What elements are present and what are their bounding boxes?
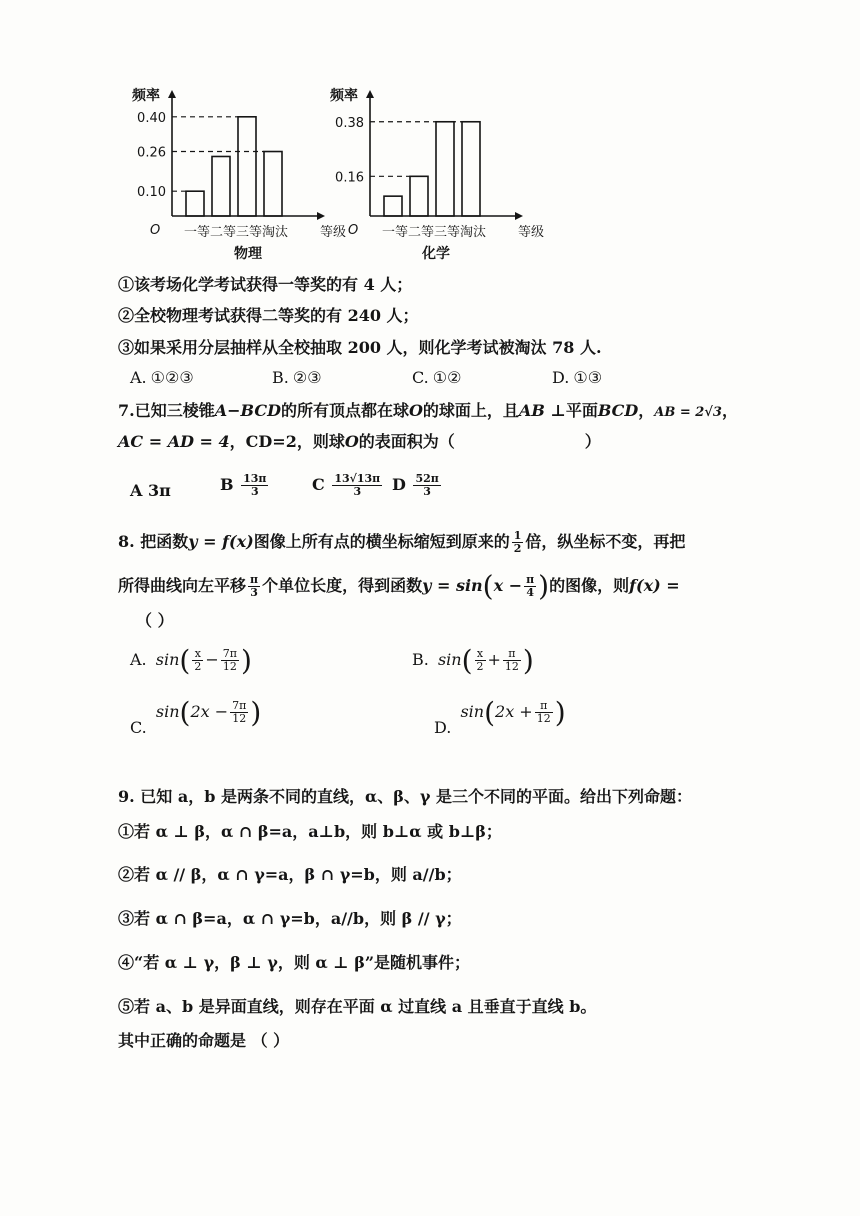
bar-2 <box>212 156 230 216</box>
y-axis-label: 频率 <box>132 88 160 104</box>
left-paren: ( <box>461 644 473 677</box>
q9-statement-1: ①若 α ⊥ β，α ∩ β=a，a⊥b，则 b⊥α 或 b⊥β； <box>118 822 502 841</box>
q8-math: + <box>487 650 501 669</box>
q8-math: f(x) = <box>629 576 680 595</box>
q7-text: 的所有顶点都在球 <box>280 401 409 420</box>
q7-text: ， <box>721 401 738 420</box>
q8-fraction <box>524 574 536 599</box>
fraction-denominator: 2 <box>513 542 522 555</box>
q7-line-1 <box>118 400 738 424</box>
bar-3 <box>238 117 256 216</box>
q7-option-c-fraction <box>332 473 382 498</box>
x-tick-label: 淘汰 <box>459 225 487 240</box>
q8-fraction <box>535 700 553 725</box>
q7-text: 的球面上，且 <box>422 401 519 420</box>
bar-1 <box>186 191 204 216</box>
bar-3 <box>436 122 454 216</box>
q7-text: ， <box>638 401 655 420</box>
y-tick-label: 0.16 <box>335 170 364 186</box>
q8-line-1 <box>118 530 685 555</box>
right-paren: ) <box>250 696 262 729</box>
fraction-denominator: 3 <box>353 485 362 498</box>
q6-statement-2: ②全校物理考试获得二等奖的有 240 人； <box>118 306 419 325</box>
q8-fraction <box>503 648 521 673</box>
q8-math: sin <box>460 702 485 721</box>
x-tick-label: 一等 <box>381 225 409 240</box>
q7-line-2 <box>118 431 601 453</box>
right-paren: ) <box>554 696 566 729</box>
q6-option-c-label: C. <box>412 368 429 387</box>
bar-1 <box>384 196 402 216</box>
q8-option-a-label: A. <box>130 650 147 669</box>
x-tick-label: 二等 <box>407 225 435 240</box>
q8-fraction <box>475 648 486 673</box>
q7-math: AB = 2√3 <box>654 405 722 420</box>
fraction-denominator: 12 <box>222 660 237 673</box>
q8-line-2 <box>118 569 680 603</box>
q8-option-d[interactable] <box>434 696 566 737</box>
fraction-numerator: π <box>526 573 535 586</box>
q8-option-d-label: D. <box>434 718 452 737</box>
q6-option-c-text: ①② <box>432 368 462 387</box>
fraction-numerator: π <box>503 648 521 661</box>
q7-option-d[interactable] <box>392 473 443 498</box>
q7-option-d-label: D <box>392 475 406 494</box>
fraction-denominator: 12 <box>536 712 551 725</box>
q7-option-b-label: B <box>220 475 234 494</box>
y-axis-label: 频率 <box>330 88 358 104</box>
q8-text: 图像上所有点的横坐标缩短到原来的 <box>253 532 510 551</box>
fraction-denominator: 12 <box>504 660 519 673</box>
x-tick-label: 一等 <box>183 225 211 240</box>
q8-math: 2x + <box>495 702 533 721</box>
q6-statement-1: ①该考场化学考试获得一等奖的有 4 人； <box>118 275 413 294</box>
q8-text: 的图像，则 <box>549 576 630 595</box>
q7-text: 的表面积为（ <box>358 432 455 451</box>
chemistry-frequency-chart <box>318 82 558 262</box>
q8-math: sin <box>155 702 180 721</box>
bar-2 <box>410 176 428 216</box>
x-axis-arrow-icon <box>515 212 523 220</box>
q6-option-b[interactable] <box>272 368 322 387</box>
q7-math: AB ⊥ <box>518 401 566 420</box>
q8-math: y = f(x) <box>188 532 254 551</box>
q6-option-a[interactable] <box>130 368 194 387</box>
fraction-denominator: 2 <box>194 660 202 673</box>
q7-option-c[interactable] <box>312 473 384 498</box>
q8-text: 倍，纵坐标不变，再把 <box>525 532 686 551</box>
fraction-denominator: 2 <box>476 660 484 673</box>
q6-option-c[interactable] <box>412 368 461 387</box>
q6-option-a-label: A. <box>130 368 147 387</box>
q9-statement-5: ⑤若 a、b 是异面直线，则存在平面 α 过直线 a 且垂直于直线 b。 <box>118 997 597 1016</box>
y-axis-arrow-icon <box>366 90 374 98</box>
left-paren: ( <box>484 696 496 729</box>
q8-math: sin <box>437 650 462 669</box>
fraction-numerator: x <box>475 648 486 661</box>
q7-option-a[interactable]: A 3π <box>130 481 171 500</box>
y-tick-label: 0.10 <box>137 185 166 201</box>
y-tick-label: 0.38 <box>335 115 364 131</box>
left-paren: ( <box>179 644 191 677</box>
x-axis-label: 等级 <box>517 225 545 240</box>
fraction-denominator: 3 <box>250 586 258 599</box>
fraction-numerator: 13π <box>243 472 267 485</box>
q7-option-d-fraction <box>413 473 440 498</box>
right-paren: ) <box>522 644 534 677</box>
q8-math: 2x − <box>190 702 229 721</box>
q7-math: A−BCD <box>214 401 281 420</box>
fraction-denominator: 3 <box>423 485 431 498</box>
q8-text: 所得曲线向左平移 <box>118 576 247 595</box>
bar-4 <box>264 152 282 216</box>
x-axis-label: 等级 <box>319 225 347 240</box>
chart-title: 化学 <box>422 246 450 262</box>
q8-fraction <box>192 648 203 673</box>
fraction-numerator: 13√13π <box>334 472 381 485</box>
q8-fraction <box>248 574 260 599</box>
x-tick-label: 三等 <box>433 225 461 240</box>
q8-option-b-label: B. <box>412 650 429 669</box>
fraction-numerator: 1 <box>513 529 522 542</box>
fraction-numerator: π <box>250 573 259 586</box>
q6-option-b-label: B. <box>272 368 289 387</box>
q7-math: O <box>344 432 359 451</box>
q7-math: O <box>408 401 423 420</box>
q8-fraction <box>221 648 239 673</box>
bar-4 <box>462 122 480 216</box>
origin-label: O <box>150 223 161 238</box>
q6-option-b-text: ②③ <box>292 368 322 387</box>
q7-math: AC = AD = 4 <box>118 432 230 451</box>
q7-math: BCD <box>597 401 639 420</box>
y-tick-label: 0.40 <box>137 110 166 126</box>
q8-fraction <box>230 700 248 725</box>
fraction-denominator: 4 <box>526 586 534 599</box>
q8-math: y = sin <box>422 576 483 595</box>
q9-statement-2: ②若 α // β，α ∩ γ=a，β ∩ γ=b，则 a//b； <box>118 865 462 884</box>
q8-option-c[interactable] <box>130 696 262 737</box>
q9-statement-4: ④“若 α ⊥ γ，β ⊥ γ，则 α ⊥ β”是随机事件； <box>118 953 471 972</box>
fraction-denominator: 3 <box>250 485 259 498</box>
chart-title: 物理 <box>234 246 262 262</box>
q8-math: sin <box>155 650 180 669</box>
q7-text: ） <box>584 432 601 451</box>
q6-option-d[interactable] <box>552 368 602 387</box>
left-paren: ( <box>179 696 191 729</box>
q8-option-a[interactable] <box>130 644 252 677</box>
q7-text: 平面 <box>565 401 598 420</box>
q7-text: ，CD=2，则球 <box>229 432 345 451</box>
y-tick-label: 0.26 <box>137 145 166 161</box>
q7-option-b[interactable] <box>220 473 270 498</box>
q7-option-b-fraction <box>241 473 268 498</box>
y-axis-arrow-icon <box>168 90 176 98</box>
fraction-numerator: 7π <box>222 647 237 660</box>
q8-text: 8. 把函数 <box>118 532 189 551</box>
q9-statement-3: ③若 α ∩ β=a，α ∩ γ=b，a//b，则 β // γ； <box>118 909 462 928</box>
q9-question: 其中正确的命题是 （ ） <box>118 1031 290 1050</box>
q8-option-b[interactable] <box>412 644 534 677</box>
fraction-denominator: 12 <box>232 712 247 725</box>
q8-math: x − <box>493 576 523 595</box>
right-paren: ) <box>240 644 252 677</box>
q7-text: 7.已知三棱锥 <box>118 401 215 420</box>
q9-intro: 9. 已知 a，b 是两条不同的直线，α、β、γ 是三个不同的平面。给出下列命题： <box>118 787 693 806</box>
q6-option-a-text: ①②③ <box>150 368 194 387</box>
x-tick-label: 淘汰 <box>261 225 289 240</box>
q6-option-d-text: ①③ <box>573 368 603 387</box>
q7-option-c-label: C <box>312 475 325 494</box>
q6-option-d-label: D. <box>552 368 570 387</box>
q8-answer-blank[interactable]: （ ） <box>136 611 174 630</box>
x-tick-label: 三等 <box>235 225 263 240</box>
q8-math: − <box>205 650 219 669</box>
q6-statement-3: ③如果采用分层抽样从全校抽取 200 人，则化学考试被淘汰 78 人. <box>118 338 602 357</box>
fraction-numerator: 52π <box>415 472 439 485</box>
q8-fraction <box>512 530 524 555</box>
right-paren: ) <box>538 569 550 603</box>
fraction-numerator: π <box>535 700 553 713</box>
fraction-numerator: x <box>192 648 203 661</box>
fraction-numerator: 7π <box>232 699 247 712</box>
left-paren: ( <box>482 569 494 603</box>
q8-option-c-label: C. <box>130 718 147 737</box>
q8-text: 个单位长度，得到函数 <box>262 576 423 595</box>
x-tick-label: 二等 <box>209 225 237 240</box>
origin-label: O <box>348 223 359 238</box>
